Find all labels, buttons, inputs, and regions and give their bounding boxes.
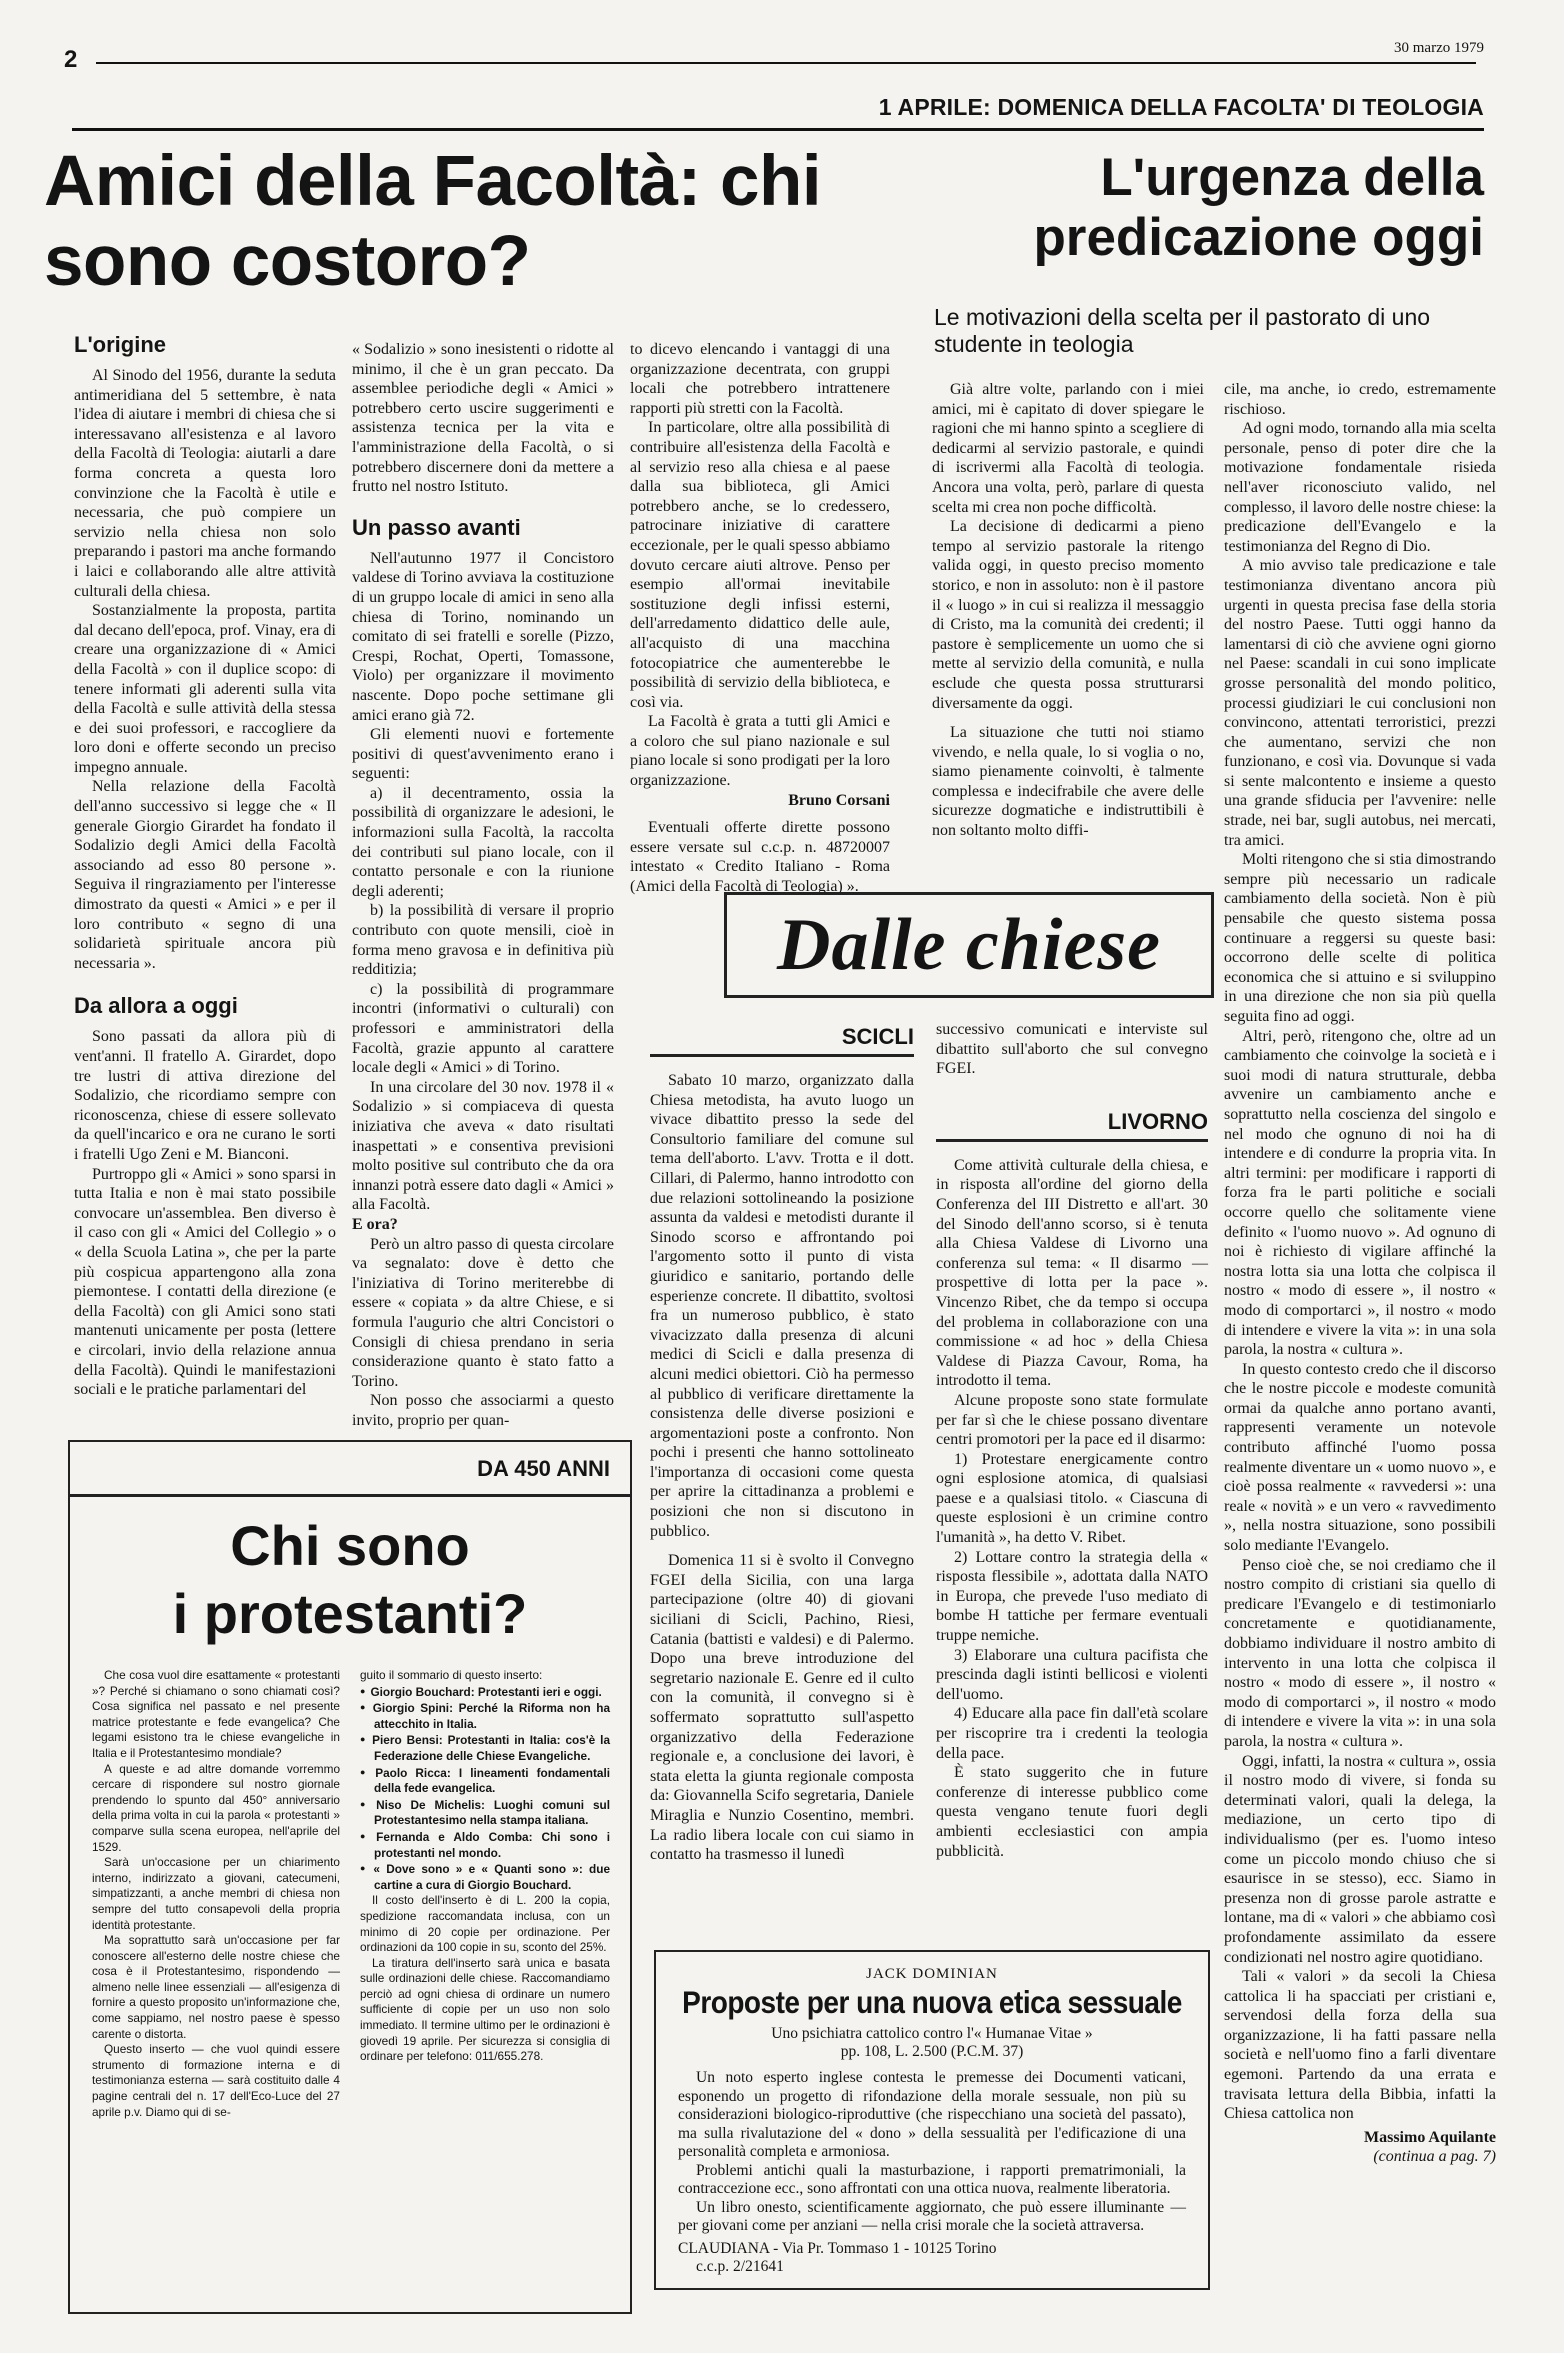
amici-author: Bruno Corsani — [788, 791, 890, 809]
subheading-e-ora: E ora? — [352, 1215, 398, 1233]
urgenza-b-p5: Altri, però, ritengono che, oltre ad un cambiamento che coinvolge la società e i suoi modi di natura strutturale, debba avvenire un cambiamento anche e soprattutto nella coscienza del singolo e nel modo che ognuno di noi ha di intendere e di condurre la propria vita. In altri termini: per modificare i rapporti di forza fra le parti politiche e sociali occorre quello che solitamente viene definito « l'uomo nuovo ». Ad ognuno di noi è richiesto di vigilare affinché la nostra lotta sia una lotta che colpisca il nostro « modo di essere », il nostro « modo di comportarci », il nostro « modo di intendere e vivere la vita »: in una sola parola, la nostra « cultura ». — [1224, 1027, 1496, 1359]
sommario-item: ● « Dove sono » e « Quanti sono »: due cartine a cura di Giorgio Bouchard. — [360, 1861, 610, 1893]
urgenza-column-1 — [932, 380, 1204, 841]
protestanti-p6: guito il sommario di questo inserto: — [360, 1668, 543, 1682]
col3-p4: Eventuali offerte dirette possono essere versate sul c.c.p. n. 48720007 intestato « Credito Italiano - Roma (Amici della Facoltà di Teologia) ». — [630, 819, 890, 896]
dalle-chiese-banner — [724, 892, 1214, 998]
urgenza-b-p1: cile, ma anche, io credo, estremamente rischioso. — [1224, 381, 1496, 418]
origine-p1: Al Sinodo del 1956, durante la seduta antimeridiana del 5 settembre, è nata l'idea di aiutare i membri di chiesa che si interessavano all'esistenza e al lavoro della Facoltà di Teologia: aiutarli a dare forma concreta a questa loro convinzione che la Facoltà è utile e necessaria, che può compiere un servizio nella chiesa non solo preparando i pastori ma anche formando i laici e collaborando alle altre attività culturali della chiesa. — [74, 367, 336, 600]
allora-p1: Sono passati da allora più di vent'anni. Il fratello A. Girardet, dopo tre lustri di attiva direzione del Sodalizio, che ricordiamo sempre con riconoscenza, chiese di essere sollevato da quell'incarico e ora ne curano le sorti i fratelli Ugo Zeni e M. Bianconi. — [74, 1028, 336, 1163]
urgenza-b-p6: In questo contesto credo che il discorso che le nostre piccole e modeste comunità ormai da qualche anno portano avanti, rappresenti veramente un notevole contributo affinché l'uomo possa realmente diventare un « uomo nuovo », e cioè possa realmente « ravvedersi »: una reale « novità » e un vero « ravvedimento », nella nostra situazione, sono possibili solo mediante l'Evangelo. — [1224, 1360, 1496, 1555]
protestanti-p5: Questo inserto — che vuol quindi essere strumento di formazione interna e di testimonianza esterna — sarà costituito dalle 4 pagine centrali del n. 17 dell'Eco-Luce del 27 aprile p.v. Diamo qui di se- — [92, 2042, 340, 2119]
allora-p2: Purtroppo gli « Amici » sono sparsi in tutta Italia e non è mai stato possibile convocare un'assemblea. Ben diverso è il caso con gli « Amici del Collegio » o « della Scuola Latina », che per la parte più cospicua appartengono alla zona piemontese. I contatti della direzione (e della Facoltà) con gli Amici sono stati mantenuti unicamente per posta (lettere e circolari, invio della relazione annua della Facoltà). Quindi le manifestazioni sociali e le pratiche parlamentari del — [74, 1165, 336, 1399]
page-number: 2 — [64, 46, 78, 73]
scicli-p1: Sabato 10 marzo, organizzato dalla Chiesa metodista, ha avuto luogo un vivace dibattito presso la sede del Consultorio familiare del comune sul tema dell'aborto. L'avv. Trotta e il dott. Cillari, di Palermo, hanno introdotto con due relazioni sottolineando la posizione assunta da valdesi e metodisti durante il Sinodo scorso e affrontando poi l'argomento sotto il punto di vista giuridico e sanitario, portando delle esperienze concrete. Il dibattito, svoltosi fra un numeroso pubblico, è stato vivacizzato dalla presenza di alcuni medici di Scicli e dalla presenza di alcuni medici obiettori. Ciò ha permesso al pubblico di verificare direttamente la consistenza delle diverse posizioni e argomentazioni poste a confronto. Non pochi i presenti che hanno sottolineato l'importanza di occasioni come questa per aprire la cittadinanza a problemi e posizioni che non si discutono in pubblico. — [650, 1072, 914, 1540]
protestanti-col-2 — [360, 1668, 610, 2065]
protestanti-sommario — [360, 1684, 610, 1894]
amici-column-2 — [352, 340, 614, 1430]
livorno-p3: È stato suggerito che in future conferenze di interesse pubblico come questa vengano tenute fuori degli ambienti ecclesiastici con ampia pubblicità. — [936, 1764, 1208, 1860]
urgenza-continua: (continua a pag. 7) — [1373, 2148, 1496, 2166]
protestanti-p8: La tiratura dell'inserto sarà unica e basata sulle ordinazioni delle chiese. Raccomandiamo perciò ad ogni chiesa di ordinare un numero sufficiente di copie per un uso non solo immediato. Il termine ultimo per le ordinazioni è giovedì 19 aprile. Per sicurezza si consiglia di ordinare per telefono: 011/655.278. — [360, 1955, 610, 2064]
livorno-3: 3) Elaborare una cultura pacifista che prescinda dagli istinti bellicosi e violenti dell'uomo. — [936, 1646, 1208, 1703]
passo-c: c) la possibilità di programmare incontri (informativi o culturali) con professori e amministratori della Facoltà, grazie appunto al carattere locale degli « Amici » di Torino. — [352, 980, 614, 1077]
protestanti-title-line2: i protestanti? — [172, 1582, 528, 1645]
scicli-rule — [650, 1054, 914, 1057]
origine-p3: Nella relazione della Facoltà dell'anno successivo si legge che « Il generale Giorgio Girardet ha fondato il Sodalizio degli Amici della Facoltà associando ad esso 80 persone ». Seguiva il ringraziamento per l'interesse dimostrato da questi « Amici » e per il loro contributo « segno di una solidarietà spirituale ancora più necessaria ». — [74, 778, 336, 972]
passo-p2: Gli elementi nuovi e fortemente positivi di quest'avvenimento erano i seguenti: — [352, 726, 614, 783]
livorno-p1: Come attività culturale della chiesa, e in risposta all'ordine del giorno della Conferenza del III Distretto e all'art. 30 del Sinodo dell'anno scorso, si è tenuta alla Chiesa Valdese di Livorno una conferenza sul tema: « Il disarmo — prospettive di lotta per la pace ». Vincenzo Ribet, che da tempo si occupa del problema in collaborazione con una commissione « ad hoc » della Chiesa Valdese di Piazza Cavour, Roma, ha introdotto il tema. — [936, 1156, 1208, 1390]
livorno-rule — [936, 1139, 1208, 1142]
passo-a: a) il decentramento, ossia la possibilità di organizzare le adesioni, le informazioni sulla Facoltà, la raccolta dei contributi sul piano locale, con il contatto personale e con la riunione degli aderenti; — [352, 784, 614, 900]
urgenza-b-p4: Molti ritengono che si stia dimostrando sempre più necessario un radicale cambiamento della società. Non è più pensabile che questo sistema possa continuare a reggersi su queste basi: occorrono delle scelte di politica economica che si attuino e si sviluppino in una direzione che non sia più quella seguita fino ad oggi. — [1224, 851, 1496, 1025]
headline-urgenza — [1033, 148, 1484, 268]
protestanti-p4: Ma soprattutto sarà un'occasione per far conoscere all'esterno delle nostre chiese che cosa è il Protestantesimo, rispondendo — almeno nelle linee essenziali — all'esigenza di fornire a questo proposito un'informazione che, come sappiamo, nel nostro paese è spesso carente o distorta. — [92, 1933, 340, 2041]
dominian-ccp: c.c.p. 2/21641 — [696, 2257, 784, 2275]
protestanti-p2: A queste e ad altre domande vorremmo cercare di rispondere sul nostro giornale prendendo lo spunto dal 450° anniversario della prima volta in cui la parola « protestanti » comparve sulla scena europea, nell'aprile del 1529. — [92, 1761, 340, 1854]
banner-rule — [72, 128, 1484, 131]
protestanti-banner-rule — [70, 1494, 630, 1497]
dominian-p3: Un libro onesto, scientificamente aggiornato, che può essere illuminante — per giovani come per anziani — nella crisi morale che la società attraversa. — [678, 2198, 1186, 2234]
sommario-item: ● Paolo Ricca: I lineamenti fondamentali della fede evangelica. — [360, 1765, 610, 1797]
sommario-item: ● Giorgio Bouchard: Protestanti ieri e oggi. — [360, 1684, 610, 1701]
header-rule — [96, 62, 1476, 64]
city-scicli: SCICLI — [841, 1024, 914, 1049]
sommario-item: ● Fernanda e Aldo Comba: Chi sono i protestanti nel mondo. — [360, 1829, 610, 1861]
col3-p1: to dicevo elencando i vantaggi di una organizzazione decentrata, con gruppi locali che potrebbero intrattenere rapporti più stretti con la Facoltà. — [630, 341, 890, 417]
subheading-da-allora: Da allora a oggi — [74, 993, 238, 1019]
urgenza-b-p3: A mio avviso tale predicazione e tale testimonianza diventano ancora più urgenti in questa precisa fase della storia del nostro Paese. Tutti oggi hanno da lamentarsi di ciò che avviene ogni giorno nel Paese: scandali in cui sono implicate grosse personalità del mondo politico, processi giudiziari le cui conclusioni non convincono, attentati terroristici, prezzi che aumentano, servizi che non funzionano, e così via. Dovunque si vada si sente malcontento e insieme a questo una grande sfiducia per l'avvenire: nelle strade, nei bar, sugli autobus, nei mercati, tra amici. — [1224, 557, 1496, 849]
chiese-column-1 — [650, 1024, 914, 1865]
urgenza-column-2 — [1224, 380, 1496, 2167]
sommario-item: ● Giorgio Spini: Perché la Riforma non ha attecchito in Italia. — [360, 1700, 610, 1732]
livorno-p2: Alcune proposte sono state formulate per far sì che le chiese possano diventare centri promotori per la pace ed il disarmo: — [936, 1391, 1208, 1449]
dominian-body — [678, 2069, 1186, 2236]
ora-p1: Però un altro passo di questa circolare va segnalato: dove è detto che l'iniziativa di Torino meriterebbe di essere « copiata » da altre Chiese, e si formula l'augurio che altri Concistori o Consigli di chiesa prendano in seria considerazione quanto è stato fatto a Torino. — [352, 1235, 614, 1390]
section-banner: 1 APRILE: DOMENICA DELLA FACOLTA' DI TEOLOGIA — [878, 94, 1484, 120]
dominian-p1: Un noto esperto inglese contesta le premesse dei Documenti vaticani, esponendo un progetto di rifondazione della morale sessuale, non più su considerazioni biologico-riproduttive (che rispecchiano una società del passato), ma sulla rivalutazione del « dono » della sessualità per l'edificazione di una personalità completa e armoniosa. — [678, 2069, 1186, 2160]
passo-p1: Nell'autunno 1977 il Concistoro valdese di Torino avviava la costituzione di un gruppo locale di amici in seno alla chiesa di Torino, nominando un comitato di sei fratelli e sorelle (Pizzo, Crespi, Rochat, Operti, Tomassone, Violo) per organizzare il movimento nascente. Dopo poche settimane gli amici erano già 72. — [352, 549, 614, 724]
passo-b: b) la possibilità di versare il proprio contributo con quote mensili, cioè in forma meno gravosa e in definitiva più redditizia; — [352, 902, 614, 979]
urgenza-b-p9: Tali « valori » da secoli la Chiesa cattolica li ha spacciati per cristiani e, servendosi della forza della sua organizzazione, li ha fatti passare nella società e nell'uomo fino a farli diventare egemoni. Partendo da una errata e travisata lettura della Bibbia, infatti la Chiesa cattolica non — [1224, 1968, 1496, 2123]
scicli-cont: successivo comunicati e interviste sul dibattito sull'aborto che sul convegno FGEI. — [936, 1021, 1208, 1078]
urgenza-a-p2: La decisione di dedicarmi a pieno tempo al servizio pastorale la ritengo valida oggi, in questo preciso momento storico, e non in assoluto: non è il pastore il « luogo » in cui si realizza il messaggio di Cristo, ma la comunità dei credenti; il pastore è semplicemente un uomo che si mette al servizio della comunità, e nulla esclude che questa possa strutturarsi diversamente da oggi. — [932, 518, 1204, 712]
dominian-details: pp. 108, L. 2.500 (P.C.M. 37) — [840, 2043, 1024, 2060]
subheading-passo: Un passo avanti — [352, 514, 521, 540]
urgenza-a-p3: La situazione che tutti noi stiamo vivendo, e nella quale, lo si voglia o no, siamo pienamente coinvolti, è talmente complessa e indecifrabile che avere delle sicurezze dogmatiche e indistruttibili è non soltanto molto diffi- — [932, 724, 1204, 840]
passo-p3: In una circolare del 30 nov. 1978 il « Sodalizio » si compiaceva di questa iniziativa che aveva « dato risultati inaspettati » e consentiva previsioni molto positive sul contributo che da ora innanzi potrà essere dato dagli « Amici » alla Facoltà. — [352, 1078, 614, 1214]
protestanti-p1: Che cosa vuol dire esattamente « protestanti »? Perché si chiamano o sono chiamati così? Cosa significa nel passato e nel presente matrice protestante e fede evangelica? Che legami esistono tra le chiese evangeliche in Italia e il Protestantesimo mondiale? — [92, 1668, 340, 1760]
subheading-origine: L'origine — [74, 332, 167, 357]
urgenza-b-p7: Penso cioè che, se noi crediamo che il nostro compito di cristiani sia quello di predicare l'Evangelo e di testimoniarlo concretamente e quotidianamente, dobbiamo individuare il nostro ambito di intervento in una lotta che colpisca il nostro « modo di essere », il nostro « modo di comportarci », il nostro « modo di intendere e vivere la vita »: in una sola parola, la nostra « cultura ». — [1224, 1556, 1496, 1750]
urgenza-b-p2: Ad ogni modo, tornando alla mia scelta personale, penso di poter dire che la motivazione fondamentale risieda nell'aver riconosciuto valido, nel complesso, il lavoro delle nostre chiese: la predicazione dell'Evangelo e la testimonianza del Regno di Dio. — [1224, 420, 1496, 555]
protestanti-title-line1: Chi sono — [230, 1514, 470, 1577]
livorno-4: 4) Educare alla pace fin dall'età scolare per riscoprire tra i credenti la teologia della pace. — [936, 1705, 1208, 1762]
dalle-chiese-title: Dalle chiese — [777, 904, 1161, 986]
col3-p2: In particolare, oltre alla possibilità di contribuire all'esistenza della Facoltà e al servizio reso alla chiesa e al paese dalla sua biblioteca, gli Amici potrebbero anche, se lo credessero, patrocinare iniziative di carattere eccezionale, per le quali spesso abbiamo dovuto cercare aiuti altrove. Penso per esempio all'ormai inevitabile sostituzione degli infissi esterni, dell'arredamento didattico delle aule, all'acquisto di una macchina fotocopiatrice che aumenterebbe le possibilità di servizio della biblioteca, e così via. — [630, 419, 890, 711]
urgenza-subtitle: Le motivazioni della scelta per il pastorato di uno studente in teologia — [934, 304, 1431, 357]
protestanti-box — [68, 1440, 632, 2314]
urgenza-author: Massimo Aquilante — [1363, 2128, 1496, 2146]
urgenza-b-p8: Oggi, infatti, la nostra « cultura », ossia il nostro modo di vivere, si fonda su determinati valori, quali la delega, la mediazione, un certo tipo di individualismo (per es. l'uomo inteso come un piccolo mondo chiuso che si esaurisce in se stesso), ecc. Siamo in presenza non di grosse parole astratte e lontane, ma di « valori » che abbiamo così profondamente assimilato da essere condizionati nel nostro agire quotidiano. — [1224, 1752, 1496, 1966]
col3-p3: La Facoltà è grata a tutti gli Amici e a coloro che sul piano nazionale e sul piano locale si sono prodigati per la loro organizzazione. — [630, 713, 890, 790]
issue-date: 30 marzo 1979 — [1394, 40, 1484, 56]
headline-amici: Amici della Facoltà: chi sono costoro? — [44, 142, 822, 301]
protestanti-title — [70, 1512, 630, 1648]
dominian-title: Proposte per una nuova etica sessuale — [682, 1985, 1182, 2020]
dominian-ad — [654, 1950, 1210, 2290]
protestanti-col-1 — [92, 1668, 340, 2120]
protestanti-banner: DA 450 ANNI — [477, 1456, 610, 1481]
protestanti-p3: Sarà un'occasione per un chiarimento interno, indirizzato a giovani, catecumeni, simpatizzanti, a anche membri di chiesa non sempre del tutto consapevoli della propria identità protestante. — [92, 1855, 340, 1932]
urgenza-a-p1: Già altre volte, parlando con i miei amici, mi è capitato di dover spiegare le ragioni che mi hanno spinto a scegliere di dedicarmi al servizio pastorale, e quindi di iscrivermi alla Facoltà di teologia. Ancora una volta, però, parlare di questa scelta mi crea non poche difficoltà. — [932, 381, 1204, 516]
amici-column-1 — [74, 332, 336, 1400]
dominian-publisher: CLAUDIANA - Via Pr. Tommaso 1 - 10125 Torino — [678, 2239, 997, 2257]
dominian-p2: Problemi antichi quali la masturbazione, i rapporti prematrimoniali, la contraccezione ecc., sono affrontati con una ottica nuova, realmente liberatoria. — [678, 2161, 1186, 2197]
dominian-subtitle: Uno psichiatra cattolico contro l'« Humanae Vitae » — [771, 2025, 1093, 2042]
ora-p2: Non posso che associarmi a questo invito, proprio per quan- — [352, 1392, 614, 1429]
origine-p2: Sostanzialmente la proposta, partita dal decano dell'epoca, prof. Vinay, era di creare una organizzazione di « Amici della Facoltà » con il duplice scopo: di tenere informati gli aderenti sulla vita della Facoltà e sulle attività della stessa e dei suoi professori, e raccogliere da loro doni e offerte secondo un preciso impegno annuale. — [74, 602, 336, 776]
chiese-column-2 — [936, 1020, 1208, 1861]
col2-p0: « Sodalizio » sono inesistenti o ridotte al minimo, il che è un gran peccato. Da assemblee periodiche degli « Amici » potrebbero certo uscire suggerimenti e assistenza tecnica per la vita e l'amministrazione della Facoltà, o si potrebbero discernere doni da mettere a frutto nel nostro Istituto. — [352, 341, 614, 496]
city-livorno: LIVORNO — [1107, 1108, 1208, 1134]
headline-urgenza-line1: L'urgenza della — [1100, 148, 1484, 207]
livorno-2: 2) Lottare contro la strategia della « risposta flessibile », adottata dalla NATO in Europa, che prevede l'uso mediato di bombe H tattiche per fermare eventuali truppe nemiche. — [936, 1548, 1208, 1645]
scicli-p2: Domenica 11 si è svolto il Convegno FGEI della Sicilia, con una larga partecipazione (oltre 40) di giovani siciliani di Scicli, Pachino, Riesi, Catania (battisti e valdesi) e di Palermo. Dopo una breve introduzione del segretario nazionale E. Genre ed il culto con la comunità, il convegno si è soffermato soprattutto sull'aspetto organizzativo della Federazione regionale e, a conclusione dei lavori, è stata eletta la giunta regionale composta da: Giovannella Scifo segretaria, Daniele Miraglia e Nunzio Cosentino, membri. La radio libera locale con cui siamo in contatto ha trasmesso il lunedì — [650, 1552, 914, 1864]
sommario-item: ● Piero Bensi: Protestanti in Italia: cos'è la Federazione delle Chiese Evangeliche. — [360, 1732, 610, 1764]
protestanti-p7: Il costo dell'inserto è di L. 200 la copia, spedizione raccomandata inclusa, con un minimo di 20 copie per ordinazione. Per ordinazioni da 100 copie in su, sconto del 25%. — [360, 1893, 610, 1955]
sommario-item: ● Niso De Michelis: Luoghi comuni sul Protestantesimo nella stampa italiana. — [360, 1797, 610, 1829]
headline-urgenza-line2: predicazione oggi — [1033, 208, 1484, 267]
dominian-author: JACK DOMINIAN — [866, 1966, 998, 1982]
amici-column-3 — [630, 340, 890, 897]
livorno-1: 1) Protestare energicamente contro ogni esplosione atomica, di qualsiasi paese e a qualsiasi titolo. « Ciascuna di queste esplosioni è un crimine contro l'umanità », ha detto V. Ribet. — [936, 1450, 1208, 1547]
